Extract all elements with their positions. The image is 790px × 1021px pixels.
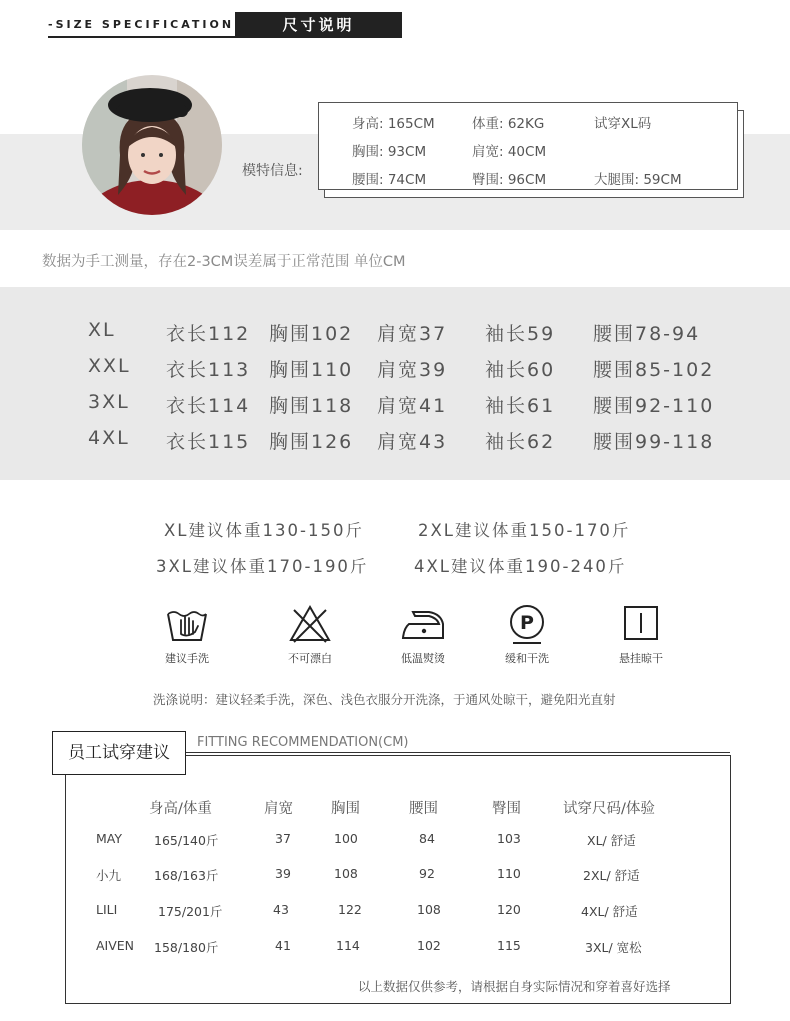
row-chest: 122	[338, 902, 362, 917]
size-waist: 腰围85-102	[593, 359, 715, 381]
col-header-height-weight: 身高/体重	[149, 801, 212, 817]
size-chest: 胸围118	[269, 395, 354, 417]
measurement-note: 数据为手工测量，存在2-3CM误差属于正常范围 单位CM	[42, 254, 406, 270]
hang-dry-icon	[619, 604, 663, 644]
size-shoulder: 肩宽43	[377, 431, 448, 453]
weight-suggestion-4xl: 4XL建议体重190-240斤	[414, 557, 627, 576]
size-shoulder: 肩宽37	[377, 323, 448, 345]
size-sleeve: 袖长60	[485, 359, 556, 381]
row-shoulder: 37	[275, 831, 291, 846]
row-waist: 102	[417, 938, 441, 953]
care-item-no-bleach	[265, 604, 355, 666]
fitting-disclaimer: 以上数据仅供参考，请根据自身实际情况和穿着喜好选择	[358, 979, 671, 994]
size-label: XXL	[88, 355, 131, 377]
low-iron-icon	[399, 604, 447, 644]
care-label: 低温熨烫	[401, 652, 445, 665]
gentle-dry-clean-icon	[505, 604, 549, 646]
row-hip: 120	[497, 902, 521, 917]
model-weight: 体重: 62KG	[472, 116, 545, 132]
model-bust: 胸围: 93CM	[352, 144, 427, 160]
row-height-weight: 165/140斤	[154, 833, 219, 848]
size-waist: 腰围99-118	[593, 431, 715, 453]
size-length: 衣长113	[166, 359, 251, 381]
size-sleeve: 袖长61	[485, 395, 556, 417]
row-height-weight: 158/180斤	[154, 940, 219, 955]
size-chest: 胸围110	[269, 359, 354, 381]
row-waist: 108	[417, 902, 441, 917]
model-waist: 腰围: 74CM	[352, 172, 427, 188]
row-hip: 103	[497, 831, 521, 846]
size-length: 衣长115	[166, 431, 251, 453]
svg-text:P: P	[520, 612, 534, 634]
size-label: XL	[88, 319, 116, 341]
row-fit: 4XL/ 舒适	[581, 904, 638, 919]
row-shoulder: 41	[275, 938, 291, 953]
size-waist: 腰围78-94	[593, 323, 701, 345]
care-item-low-iron	[378, 604, 468, 666]
size-chest: 胸围126	[269, 431, 354, 453]
row-hip: 115	[497, 938, 521, 953]
col-header-shoulder: 肩宽	[264, 801, 293, 817]
size-length: 衣长114	[166, 395, 251, 417]
col-header-hip: 臀围	[492, 801, 521, 817]
size-waist: 腰围92-110	[593, 395, 715, 417]
care-label: 不可漂白	[288, 652, 332, 665]
col-header-waist: 腰围	[409, 801, 438, 817]
fitting-title-line	[184, 752, 730, 753]
care-label: 建议手洗	[165, 652, 209, 665]
care-item-hang-dry	[596, 604, 686, 666]
row-fit: 2XL/ 舒适	[583, 868, 640, 883]
care-label: 缓和干洗	[505, 652, 549, 665]
row-height-weight: 168/163斤	[154, 868, 219, 883]
size-shoulder: 肩宽39	[377, 359, 448, 381]
row-chest: 108	[334, 866, 358, 881]
model-photo	[82, 75, 222, 215]
size-shoulder: 肩宽41	[377, 395, 448, 417]
size-sleeve: 袖长59	[485, 323, 556, 345]
row-chest: 100	[334, 831, 358, 846]
size-chest: 胸围102	[269, 323, 354, 345]
row-shoulder: 39	[275, 866, 291, 881]
weight-suggestion-3xl: 3XL建议体重170-190斤	[156, 557, 369, 576]
col-header-chest: 胸围	[331, 801, 360, 817]
care-item-gentle-dry-clean	[482, 604, 572, 666]
care-item-hand-wash	[142, 604, 232, 666]
model-hip: 臀围: 96CM	[472, 172, 547, 188]
row-height-weight: 175/201斤	[158, 904, 223, 919]
care-label: 悬挂晾干	[619, 652, 663, 665]
row-fit: 3XL/ 宽松	[585, 940, 642, 955]
wash-instructions: 洗涤说明：建议轻柔手洗，深色、浅色衣服分开洗涤，于通风处晾干，避免阳光直射	[153, 692, 616, 707]
no-bleach-icon	[288, 604, 332, 644]
col-header-fit: 试穿尺码/体验	[563, 801, 655, 817]
size-label: 4XL	[88, 427, 130, 449]
fitting-tag: 员工试穿建议	[52, 731, 186, 775]
row-waist: 92	[419, 866, 435, 881]
model-tried-size: 试穿XL码	[594, 116, 652, 132]
row-name: 小九	[96, 868, 122, 883]
row-fit: XL/ 舒适	[587, 833, 636, 848]
model-thigh: 大腿围: 59CM	[594, 172, 682, 188]
size-sleeve: 袖长62	[485, 431, 556, 453]
model-height: 身高: 165CM	[352, 116, 435, 132]
fitting-title-en: FITTING RECOMMENDATION(CM)	[197, 735, 409, 750]
weight-suggestion-xl: XL建议体重130-150斤	[164, 521, 364, 540]
hand-wash-icon	[165, 604, 209, 644]
model-shoulder: 肩宽: 40CM	[472, 144, 547, 160]
size-label: 3XL	[88, 391, 130, 413]
weight-suggestion-2xl: 2XL建议体重150-170斤	[418, 521, 631, 540]
model-info-card	[318, 102, 738, 190]
size-length: 衣长112	[166, 323, 251, 345]
model-info-label: 模特信息:	[242, 163, 303, 179]
row-chest: 114	[336, 938, 360, 953]
row-name: AIVEN	[96, 938, 135, 953]
row-name: MAY	[96, 831, 123, 846]
row-shoulder: 43	[273, 902, 289, 917]
row-waist: 84	[419, 831, 435, 846]
row-name: LILI	[96, 902, 118, 917]
section-title-en: -SIZE SPECIFICATION	[48, 18, 235, 31]
section-title-cn: 尺寸说明	[235, 12, 402, 38]
row-hip: 110	[497, 866, 521, 881]
